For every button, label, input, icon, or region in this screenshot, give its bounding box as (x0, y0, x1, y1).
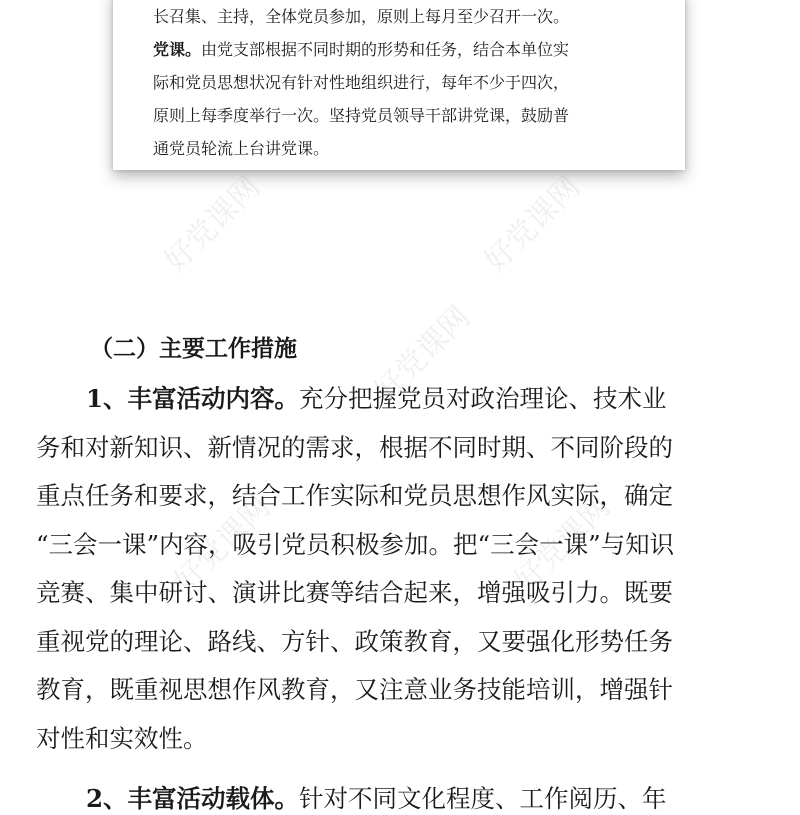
body-paragraph (36, 375, 778, 763)
watermark: 好党课网 (477, 169, 588, 280)
paragraph-line: 对性和实效性。 (36, 723, 208, 753)
section-heading: （二）主要工作措施 (90, 335, 297, 362)
term-party-lecture: 党课。 (153, 40, 202, 59)
excerpt-line: 党课。由党支部根据不同时期的形势和任务，结合本单位实 (153, 40, 570, 59)
excerpt-line: 原则上每季度举行一次。坚持党员领导干部讲党课，鼓励普 (153, 106, 570, 125)
watermark: 好党课网 (167, 489, 278, 600)
paragraph-line: 务和对新知识、新情况的需求，根据不同时期、不同阶段的 (36, 432, 673, 462)
next-paragraph-partial: 2、丰富活动载体。针对不同文化程度、工作阅历、年 (86, 784, 667, 813)
excerpt-line: 际和党员思想状况有针对性地组织进行，每年不少于四次， (153, 73, 570, 92)
watermark: 好党课网 (507, 489, 618, 600)
paragraph-line: 重视党的理论、路线、方针、政策教育，又要强化形势任务 (36, 626, 673, 656)
excerpt-line: 长召集、主持，全体党员参加，原则上每月至少召开一次。 (153, 7, 570, 26)
excerpt-line: 通党员轮流上台讲党课。 (153, 139, 330, 158)
paragraph-line: 1、丰富活动内容。充分把握党员对政治理论、技术业 (86, 384, 667, 413)
paragraph-line: “三会一课”内容，吸引党员积极参加。把“三会一课”与知识 (36, 529, 675, 559)
item-title: 2、丰富活动载体。 (86, 784, 300, 813)
paragraph-line: 教育，既重视思想作风教育，又注意业务技能培训，增强针 (36, 675, 673, 704)
item-title: 1、丰富活动内容。 (86, 384, 300, 413)
watermark: 好党课网 (367, 299, 478, 410)
excerpt-text (153, 0, 653, 165)
paragraph-line: 竞赛、集中研讨、演讲比赛等结合起来，增强吸引力。既要 (36, 578, 673, 607)
paragraph-line: 重点任务和要求，结合工作实际和党员思想作风实际，确定 (36, 481, 673, 510)
watermark: 好党课网 (157, 169, 268, 280)
